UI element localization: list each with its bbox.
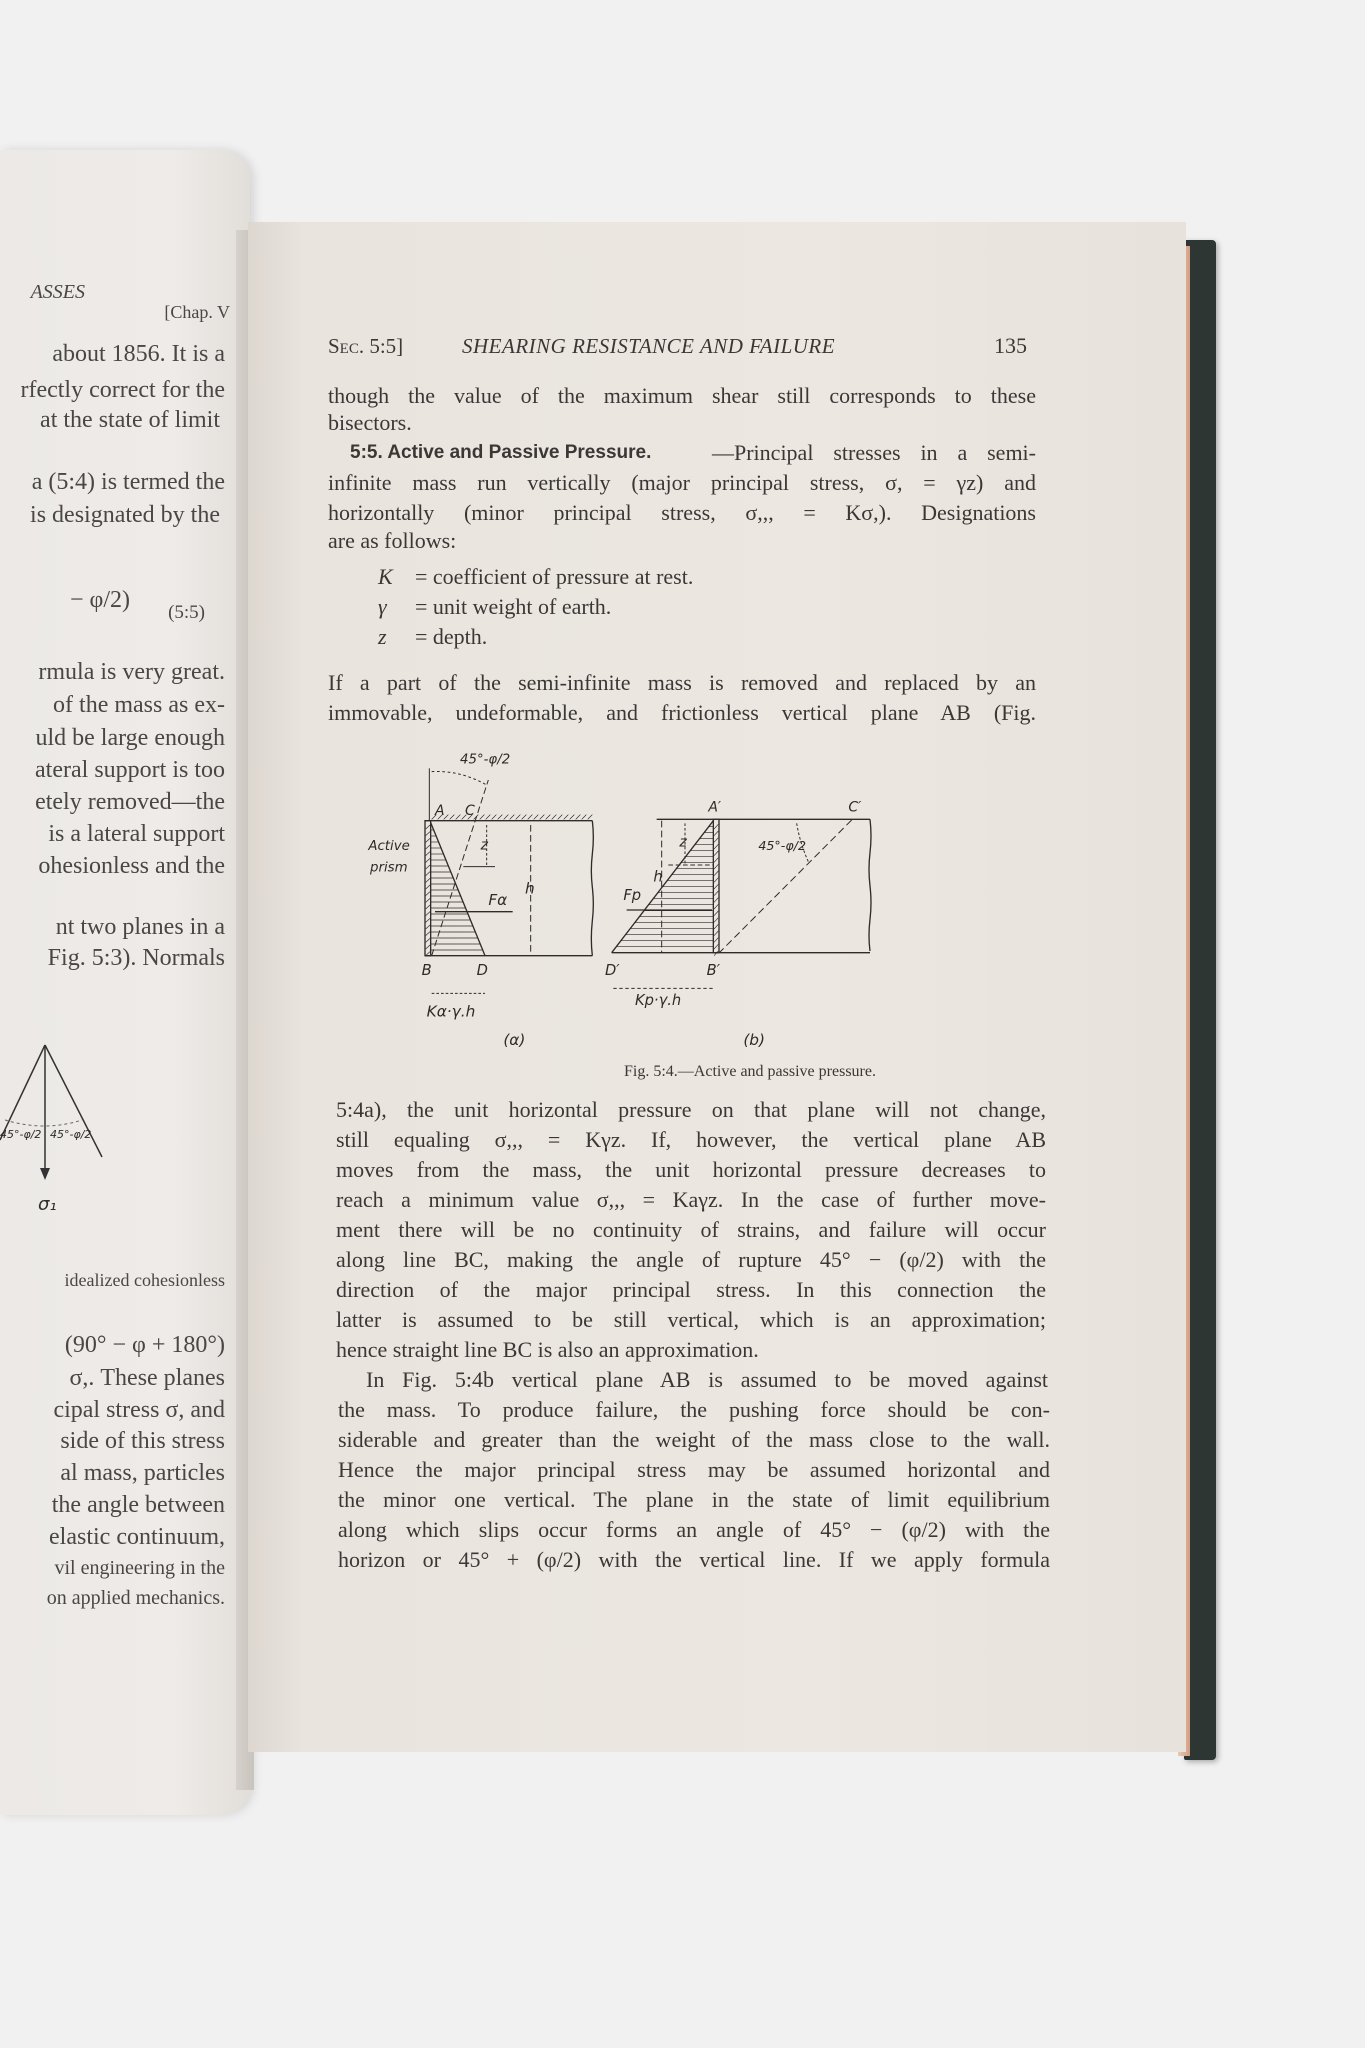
body-text-line: along line BC, making the angle of rupture 45° − (φ/2) with the: [336, 1247, 1046, 1272]
cone-left-leg: [0, 1045, 45, 1140]
body-text-line: Hence the major principal stress may be assumed horizontal and: [338, 1457, 1050, 1482]
body-text-line: ment there will be no continuity of strains, and failure will occur: [336, 1217, 1046, 1242]
fig-a-right-break: [591, 821, 593, 956]
left-chapter-label: [Chap. V: [164, 302, 230, 322]
left-page-line: of the mass as ex-: [53, 692, 225, 718]
wall-hatch: [714, 898, 718, 903]
wall-hatch: [714, 931, 718, 936]
fig-a-active-label: Active: [368, 839, 410, 854]
left-cone-diagram: [0, 1020, 160, 1240]
body-text-line: —Principal stresses in a semi-: [712, 440, 1036, 465]
surface-hatch: [570, 815, 575, 820]
wall-hatch: [714, 904, 718, 909]
body-text-line: bisectors.: [328, 410, 412, 435]
wall-hatch: [426, 858, 430, 862]
left-page-line: a (5:4) is termed the: [31, 469, 225, 495]
surface-hatch: [516, 815, 521, 820]
surface-hatch: [486, 815, 491, 820]
surface-hatch: [552, 815, 557, 820]
left-page-line: side of this stress: [60, 1428, 225, 1454]
left-page-line: Fig. 5:3). Normals: [47, 945, 225, 971]
figure-caption: Fig. 5:4.—Active and passive pressure.: [624, 1063, 876, 1080]
body-text-line: In Fig. 5:4b vertical plane AB is assumed to be moved against: [366, 1367, 1048, 1392]
wall-hatch: [714, 938, 718, 943]
surface-hatch: [498, 815, 503, 820]
wall-hatch: [426, 865, 430, 869]
wall-hatch: [714, 844, 718, 849]
wall-hatch: [426, 938, 430, 942]
fig-b-label-h: h: [653, 868, 663, 886]
body-text-line: though the value of the maximum shear still corresponds to these: [328, 383, 1036, 408]
body-text-line: = depth.: [415, 624, 488, 649]
wall-hatch: [426, 925, 430, 929]
wall-hatch: [714, 838, 718, 843]
wall-hatch: [714, 864, 718, 869]
fig-b-wall: [713, 819, 719, 952]
angle-arc: [5, 1120, 82, 1126]
left-page-line: rfectly correct for the: [20, 377, 225, 403]
wall-hatch: [714, 858, 718, 863]
surface-hatch: [582, 815, 587, 820]
fig-a-label-C: C: [465, 803, 475, 819]
wall-hatch: [714, 824, 718, 829]
surface-hatch: [558, 815, 563, 820]
fig-b-right-break: [869, 819, 871, 951]
wall-hatch: [426, 885, 430, 889]
left-page-line: elastic continuum,: [49, 1524, 225, 1550]
left-page-line: σ,. These planes: [69, 1365, 225, 1391]
body-text-line: 5:4a), the unit horizontal pressure on that plane will not change,: [336, 1097, 1046, 1122]
wall-hatch: [426, 845, 430, 849]
wall-hatch: [426, 898, 430, 902]
definition-symbol: z: [378, 624, 387, 649]
wall-hatch: [426, 932, 430, 936]
fig-a-label-A: A: [435, 803, 445, 819]
wall-hatch: [426, 878, 430, 882]
section-heading: 5:5. Active and Passive Pressure.: [350, 442, 652, 463]
fig-a-sublabel: (α): [503, 1031, 526, 1049]
surface-hatch: [504, 815, 509, 820]
left-page-line: vil engineering in the: [54, 1557, 225, 1579]
fig-a-label-B: B: [421, 962, 432, 979]
wall-hatch: [426, 918, 430, 922]
wall-hatch: [714, 878, 718, 883]
wall-hatch: [714, 851, 718, 856]
fig-b-label-Fp: Fp: [623, 887, 642, 904]
fig-b-label-A: A′: [708, 799, 722, 816]
left-page-line: on applied mechanics.: [46, 1587, 225, 1609]
wall-hatch: [714, 831, 718, 836]
surface-hatch: [540, 815, 545, 820]
left-page-line: − φ/2): [69, 587, 130, 613]
body-text-line: the minor one vertical. The plane in the state of limit equilibrium: [338, 1487, 1050, 1512]
left-page-line: al mass, particles: [60, 1460, 225, 1486]
surface-hatch: [588, 815, 593, 820]
left-page-line: idealized cohesionless: [64, 1270, 225, 1290]
fig-b-label-K: Kp·γ.h: [635, 992, 682, 1009]
surface-hatch: [510, 815, 515, 820]
surface-hatch: [522, 815, 527, 820]
surface-hatch: [564, 815, 569, 820]
angle-label-right: 45°-φ/2: [50, 1128, 92, 1141]
surface-hatch: [450, 815, 455, 820]
page-number: 135: [994, 333, 1027, 358]
body-text-line: still equaling σ,,, = Kγz. If, however, the vertical plane AB: [336, 1127, 1046, 1152]
angle-label-left: 45°-φ/2: [0, 1128, 42, 1141]
left-page-line: the angle between: [51, 1492, 225, 1518]
wall-hatch: [714, 918, 718, 923]
wall-hatch: [426, 872, 430, 876]
wall-hatch: [426, 832, 430, 836]
fig-b-label-z: z: [679, 834, 687, 851]
wall-hatch: [426, 912, 430, 916]
surface-hatch: [534, 815, 539, 820]
fig-a-label-K: Kα·γ.h: [426, 1002, 476, 1021]
wall-hatch: [426, 905, 430, 909]
body-text-line: = coefficient of pressure at rest.: [415, 564, 694, 589]
body-text-line: If a part of the semi-infinite mass is removed and replaced by an: [328, 670, 1036, 695]
body-text-line: immovable, undeformable, and frictionless vertical plane AB (Fig.: [328, 700, 1036, 725]
fig-a-pressure-line: [431, 823, 485, 956]
surface-hatch: [492, 815, 497, 820]
sigma-label: σ₁: [38, 1194, 57, 1215]
body-text-line: infinite mass run vertically (major principal stress, σ, = γz) and: [328, 470, 1036, 495]
figure-5-4: [360, 730, 1020, 1060]
wall-hatch: [714, 891, 718, 896]
left-page-line: ateral support is too: [35, 757, 225, 783]
fig-a-prism-label: prism: [370, 860, 408, 876]
wall-hatch: [714, 871, 718, 876]
body-text-line: direction of the major principal stress. In this connection the: [336, 1277, 1046, 1302]
left-page-line: uld be large enough: [35, 725, 225, 751]
equation-number: (5:5): [168, 602, 205, 623]
wall-hatch: [426, 892, 430, 896]
wall-hatch: [426, 825, 430, 829]
surface-hatch: [546, 815, 551, 820]
left-page-line: ohesionless and the: [38, 853, 225, 879]
body-text-line: horizontally (minor principal stress, σ,,, = Kσ,). Designations: [328, 500, 1036, 525]
wall-hatch: [426, 945, 430, 949]
fig-b-label-D: D′: [605, 962, 620, 979]
body-text-line: siderable and greater than the weight of the mass close to the wall.: [338, 1427, 1050, 1452]
body-text-line: reach a minimum value σ,,, = Kaγz. In the case of further move-: [336, 1187, 1046, 1212]
left-page-line: etely removed—the: [35, 789, 225, 815]
wall-hatch: [426, 852, 430, 856]
surface-hatch: [456, 815, 461, 820]
arrow-head: [40, 1168, 50, 1180]
wall-hatch: [714, 951, 718, 956]
left-page-line: rmula is very great.: [38, 659, 225, 685]
left-running-title: ASSES: [30, 281, 85, 303]
fig-a-angle-label: 45°-φ/2: [460, 752, 511, 768]
wall-hatch: [714, 884, 718, 889]
body-text-line: along which slips occur forms an angle of 45° − (φ/2) with the: [338, 1517, 1050, 1542]
left-page-line: is designated by the: [30, 502, 220, 528]
fig-a-label-D: D: [476, 962, 488, 979]
fig-a-label-z: z: [480, 837, 489, 854]
fig-b-label-C: C′: [848, 799, 862, 816]
body-text-line: are as follows:: [328, 528, 457, 553]
definition-symbol: K: [378, 564, 393, 589]
body-text-line: horizon or 45° + (φ/2) with the vertical line. If we apply formula: [338, 1547, 1050, 1572]
wall-hatch: [714, 924, 718, 929]
fig-a-label-h: h: [525, 879, 535, 898]
surface-hatch: [480, 815, 485, 820]
left-page-line: about 1856. It is a: [52, 341, 225, 367]
fig-a-angle-arc: [432, 772, 487, 786]
wall-hatch: [714, 911, 718, 916]
fig-b-sublabel: (b): [743, 1031, 766, 1049]
body-text-line: latter is assumed to be still vertical, which is an approximation;: [336, 1307, 1046, 1332]
left-page-line: (90° − φ + 180°): [64, 1332, 225, 1358]
left-page-line: at the state of limit: [40, 407, 220, 433]
left-page-line: cipal stress σ, and: [53, 1397, 225, 1423]
fig-a-label-Fa: Fα: [488, 891, 508, 909]
running-title: SHEARING RESISTANCE AND FAILURE: [462, 334, 836, 358]
wall-hatch: [426, 838, 430, 842]
left-page-line: nt two planes in a: [55, 914, 225, 940]
section-ref: Sec. 5:5]: [328, 334, 404, 358]
surface-hatch: [528, 815, 533, 820]
body-text-line: hence straight line BC is also an approximation.: [336, 1337, 759, 1362]
wall-hatch: [714, 944, 718, 949]
fig-b-label-B: B′: [706, 962, 721, 979]
definition-symbol: γ: [378, 594, 387, 619]
body-text-line: the mass. To produce failure, the pushing force should be con-: [338, 1397, 1050, 1422]
surface-hatch: [576, 815, 581, 820]
body-text-line: = unit weight of earth.: [415, 594, 612, 619]
left-page-line: is a lateral support: [48, 821, 225, 847]
fig-b-angle-label: 45°-φ/2: [758, 838, 807, 853]
body-text-line: moves from the mass, the unit horizontal pressure decreases to: [336, 1157, 1046, 1182]
